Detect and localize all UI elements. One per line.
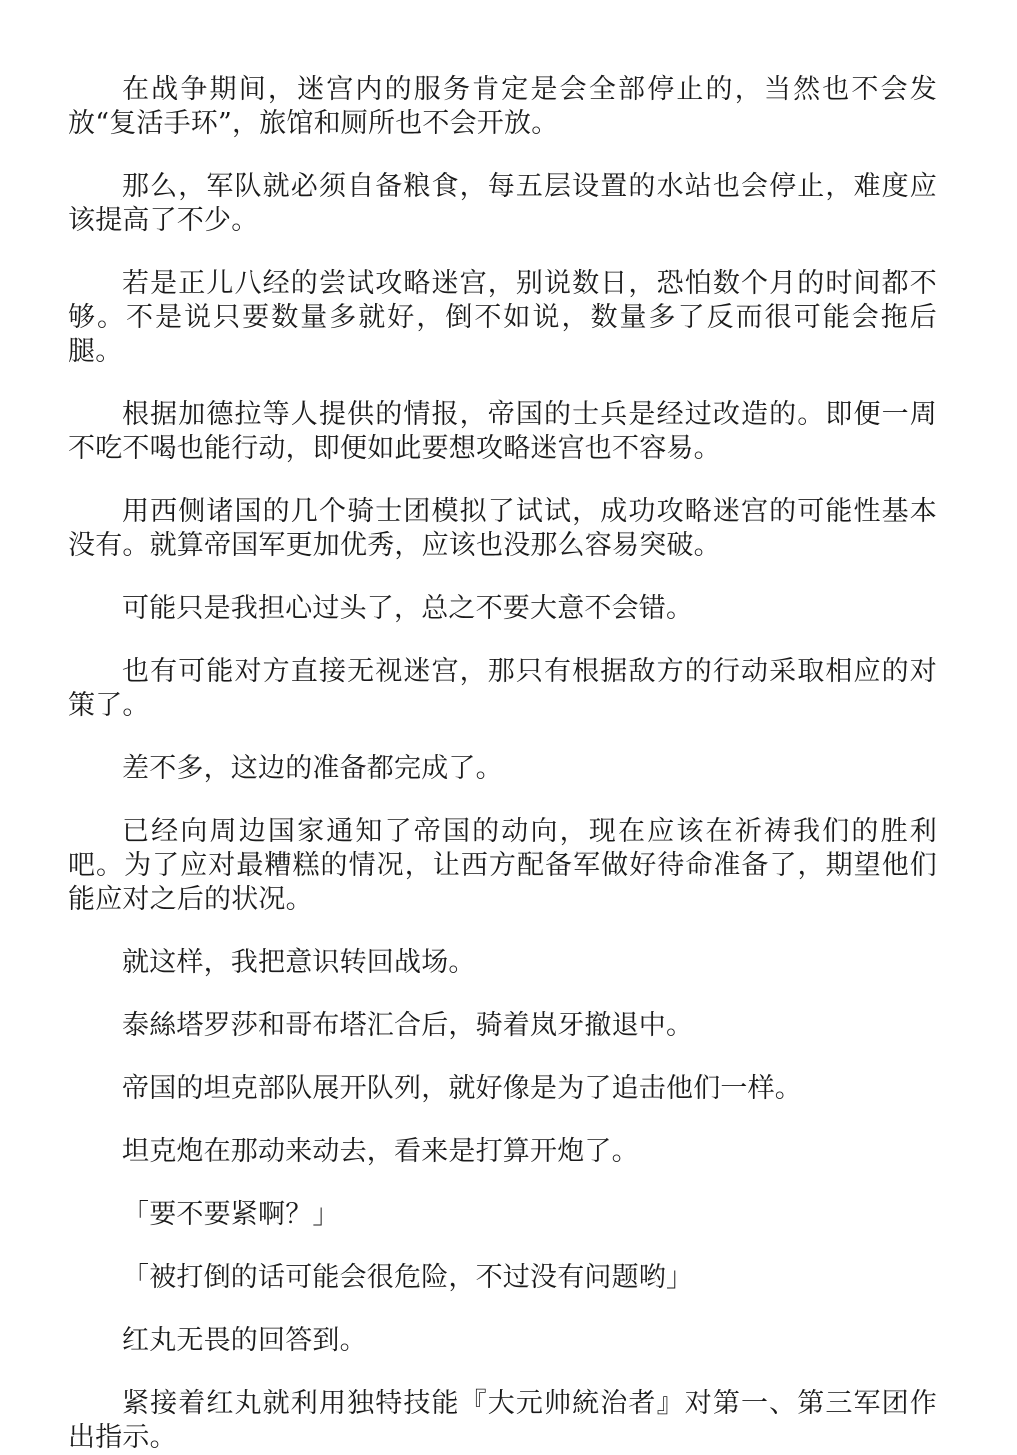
paragraph: 若是正儿八经的尝试攻略迷宫，别说数日，恐怕数个月的时间都不够。不是说只要数量多就好，倒不如说，数量多了反而很可能会拖后腿。 bbox=[68, 268, 937, 367]
dialogue-line: 「被打倒的话可能会很危险，不过没有问题哟」 bbox=[122, 1262, 694, 1293]
paragraph: 紧接着红丸就利用独特技能『大元帅統治者』对第一、第三军团作出指示。 bbox=[68, 1388, 937, 1453]
dialogue-line: 「要不要紧啊？」 bbox=[122, 1199, 340, 1230]
paragraph: 用西侧诸国的几个骑士团模拟了试试，成功攻略迷宫的可能性基本没有。就算帝国军更加优秀，应该也没那么容易突破。 bbox=[68, 496, 937, 561]
paragraph: 已经向周边国家通知了帝国的动向，现在应该在祈祷我们的胜利吧。为了应对最糟糕的情况，让西方配备军做好待命准备了，期望他们能应对之后的状况。 bbox=[68, 816, 937, 915]
paragraph: 就这样，我把意识转回战场。 bbox=[122, 947, 476, 978]
paragraph: 可能只是我担心过头了，总之不要大意不会错。 bbox=[122, 593, 694, 624]
paragraph: 那么，军队就必须自备粮食，每五层设置的水站也会停止，难度应该提高了不少。 bbox=[68, 171, 937, 236]
paragraph: 在战争期间，迷宫内的服务肯定是会全部停止的，当然也不会发放“复活手环”，旅馆和厕所也不会开放。 bbox=[68, 74, 937, 139]
paragraph: 红丸无畏的回答到。 bbox=[122, 1325, 367, 1356]
paragraph: 帝国的坦克部队展开队列，就好像是为了追击他们一样。 bbox=[122, 1073, 802, 1104]
paragraph: 泰絲塔罗莎和哥布塔汇合后，骑着岚牙撤退中。 bbox=[122, 1010, 694, 1041]
paragraph: 根据加德拉等人提供的情报，帝国的士兵是经过改造的。即便一周不吃不喝也能行动，即便如此要想攻略迷宫也不容易。 bbox=[68, 399, 937, 464]
paragraph: 坦克炮在那动来动去，看来是打算开炮了。 bbox=[122, 1136, 639, 1167]
paragraph: 也有可能对方直接无视迷宫，那只有根据敌方的行动采取相应的对策了。 bbox=[68, 656, 937, 721]
paragraph: 差不多，这边的准备都完成了。 bbox=[122, 753, 503, 784]
